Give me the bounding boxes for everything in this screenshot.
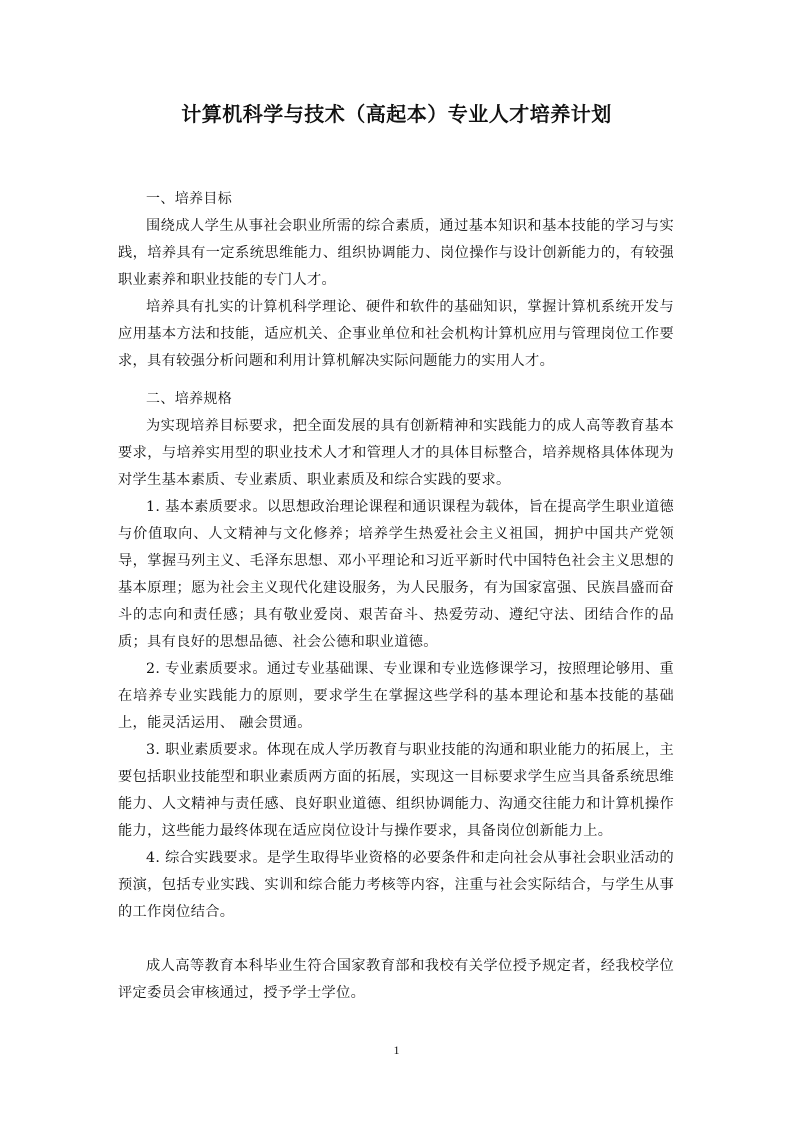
document-title: 计算机科学与技术（高起本）专业人才培养计划 [181,102,612,126]
paragraph-basic-quality: 1. 基本素质要求。以思想政治理论课程和通识课程为载体，旨在提高学生职业道德与价值取向、人文精神与文化修养；培养学生热爱社会主义祖国，拥护中国共产党领导，掌握马列主义、毛泽东思想、邓小平理论和习近平新时代中国特色社会主义思想的基本原理；愿为社会主义现代化建设服务，为人民服务，有为国家富强、民族昌盛而奋斗的志向和责任感；具有敬业爱岗、艰苦奋斗、热爱劳动、遵纪守法、团结合作的品质；具有良好的思想品德、社会公德和职业道德。 [118,499,674,650]
closing-paragraph: 成人高等教育本科毕业生符合国家教育部和我校有关学位授予规定者，经我校学位评定委员会审核通过，授予学士学位。 [118,958,674,1001]
paragraph: 为实现培养目标要求，把全面发展的具有创新精神和实践能力的成人高等教育基本要求，与培养实用型的职业技术人才和管理人才的具体目标整合，培养规格具体体现为对学生基本素质、专业素质、职业素质及和综合实践的要求。 [118,418,674,488]
paragraph-vocational-quality: 3. 职业素质要求。体现在成人学历教育与职业技能的沟通和职业能力的拓展上，主要包括职业技能型和职业素质两方面的拓展，实现这一目标要求学生应当具备系统思维能力、人文精神与责任感、良好职业道德、组织协调能力、沟通交往能力和计算机操作能力，这些能力最终体现在适应岗位设计与操作要求，具备岗位创新能力上。 [118,742,674,839]
paragraph: 培养具有扎实的计算机科学理论、硬件和软件的基础知识，掌握计算机系统开发与应用基本方法和技能，适应机关、企事业单位和社会机构计算机应用与管理岗位工作要求，具有较强分析问题和利用计算机解决实际问题能力的实用人才。 [118,299,674,369]
section-heading-training-objectives: 一、培养目标 [146,191,233,207]
paragraph-comprehensive-practice: 4. 综合实践要求。是学生取得毕业资格的必要条件和走向社会从事社会职业活动的预演，包括专业实践、实训和综合能力考核等内容，注重与社会实际结合，与学生从事的工作岗位结合。 [118,850,674,920]
paragraph: 围绕成人学生从事社会职业所需的综合素质，通过基本知识和基本技能的学习与实践，培养具有一定系统思维能力、组织协调能力、岗位操作与设计创新能力的，有较强职业素养和职业技能的专门人才。 [118,218,674,288]
section-heading-training-specifications: 二、培养规格 [146,391,233,407]
page-number: 1 [393,1043,400,1057]
document-body [118,186,674,1007]
paragraph-professional-quality: 2. 专业素质要求。通过专业基础课、专业课和专业选修课学习，按照理论够用、重在培养专业实践能力的原则，要求学生在掌握这些学科的基本理论和基本技能的基础上，能灵活运用、 融会贯通。 [118,661,674,731]
